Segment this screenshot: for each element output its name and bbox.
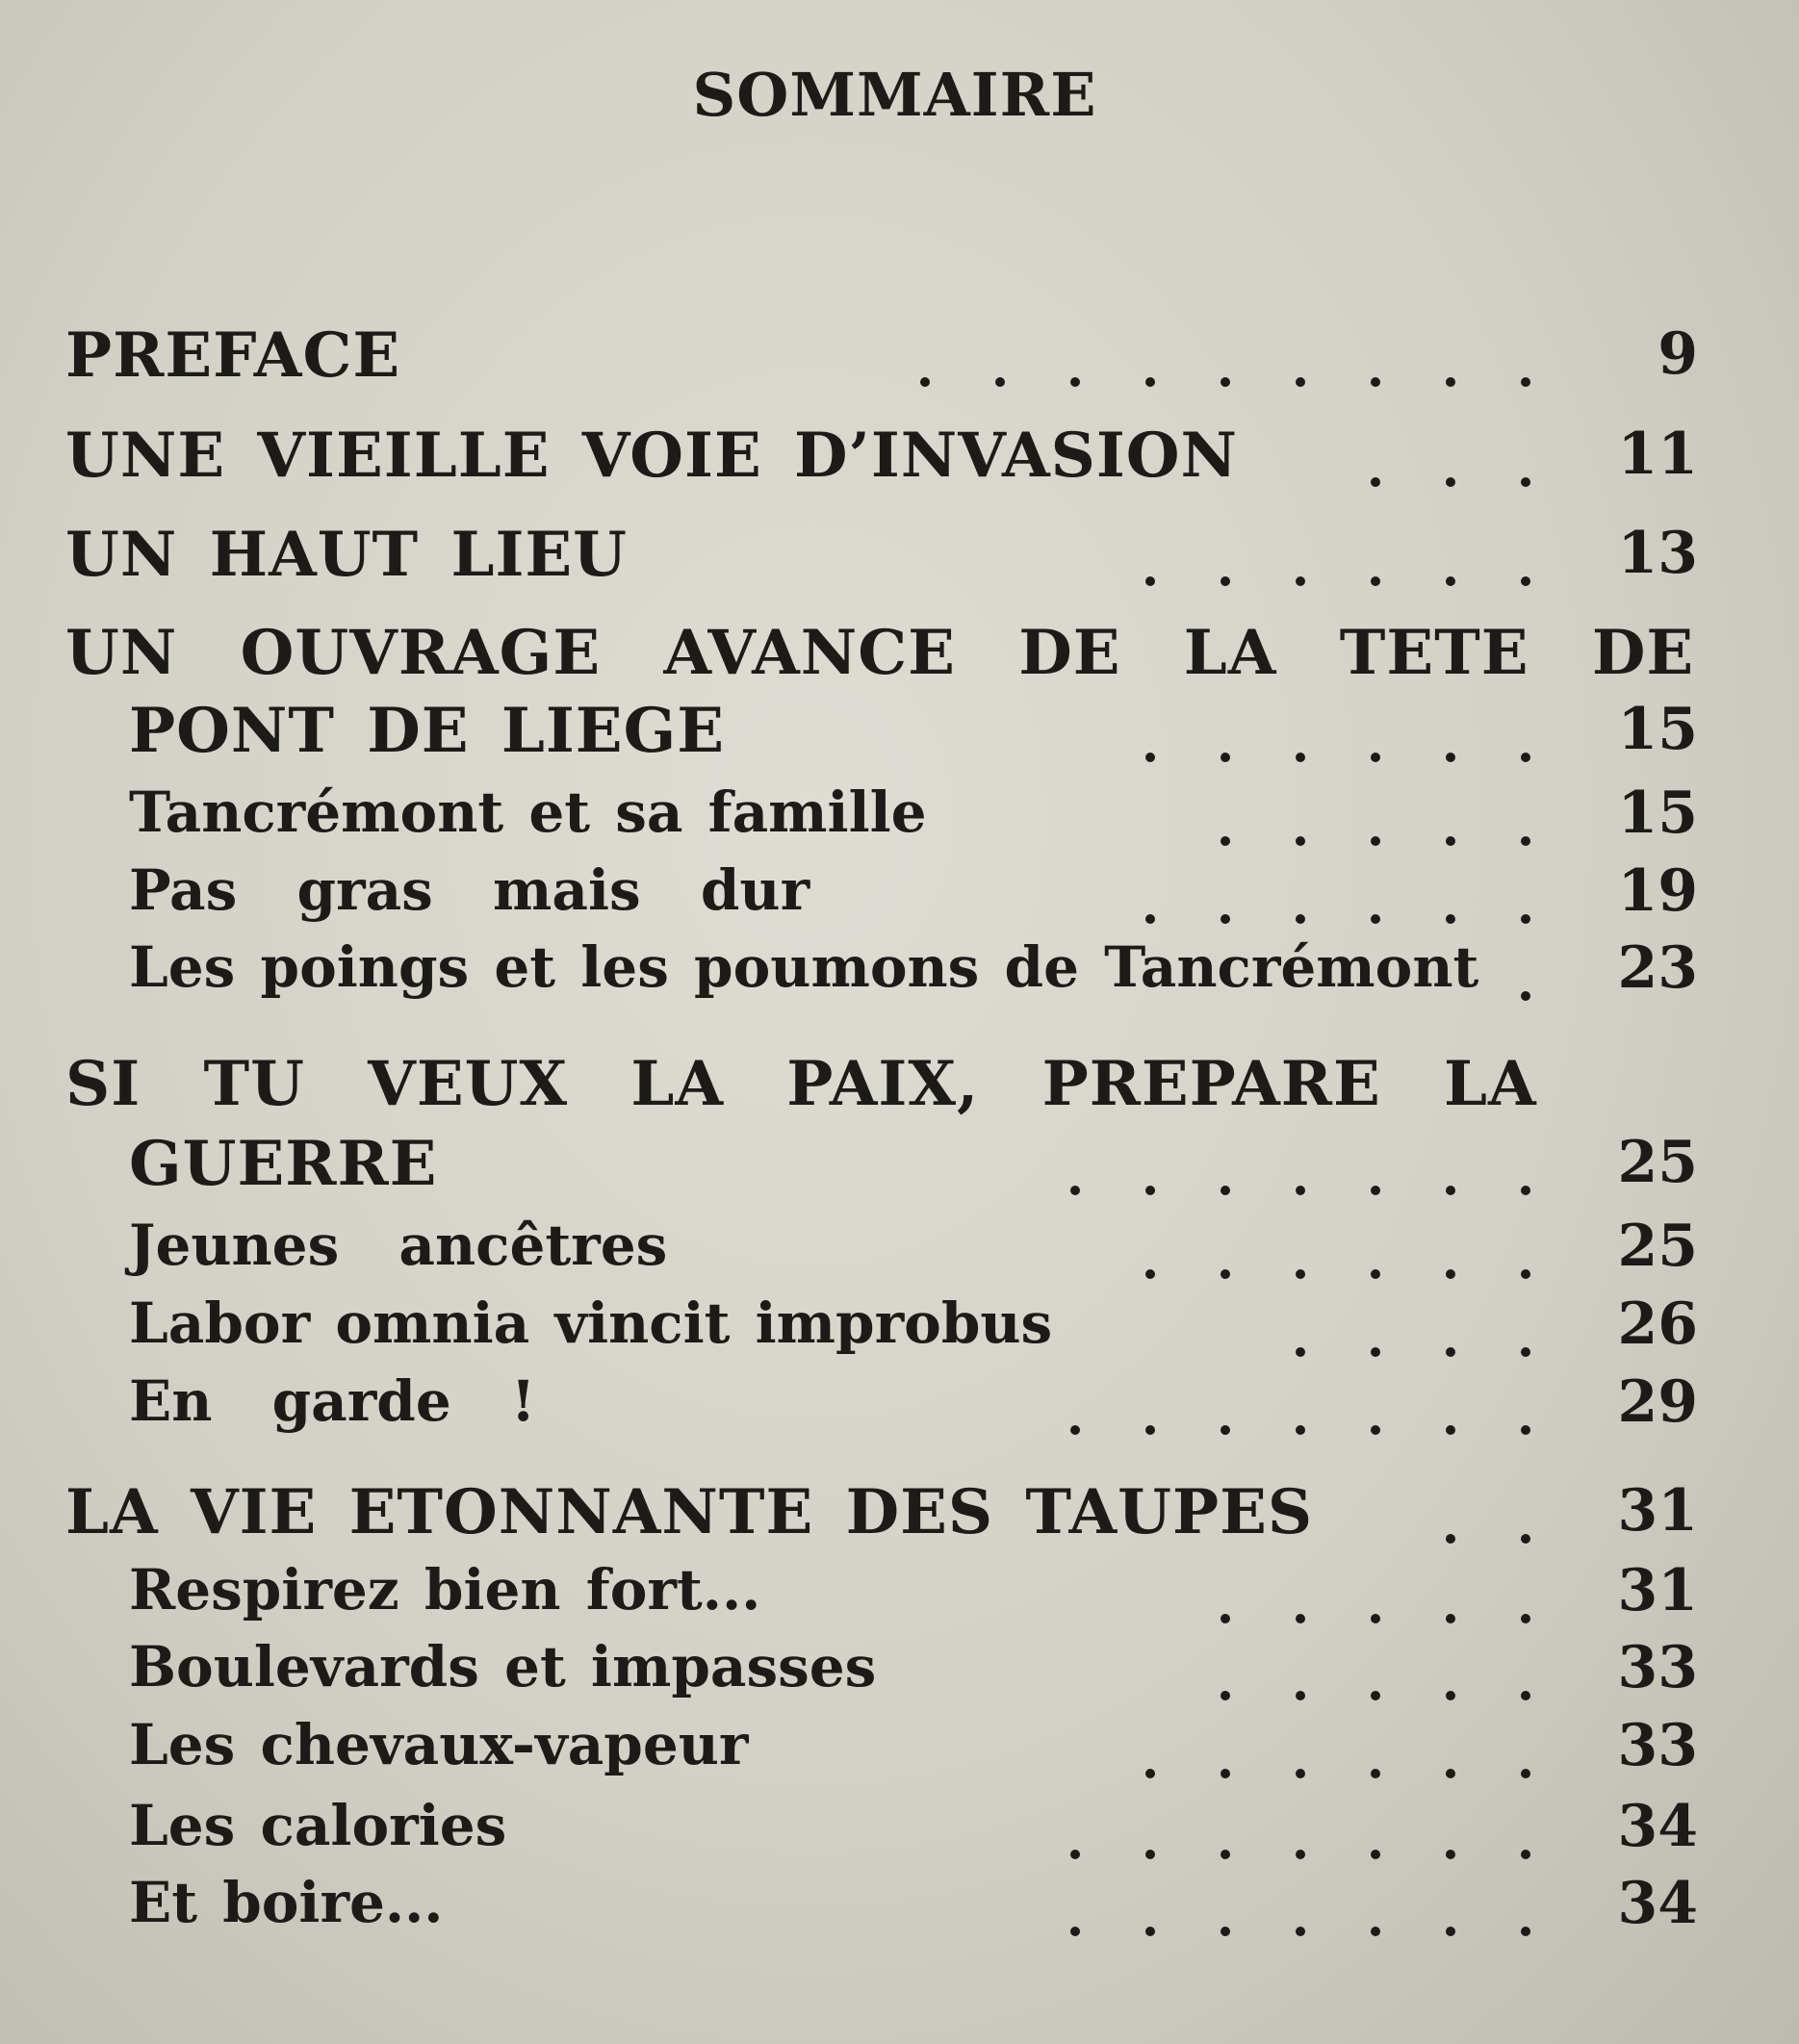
toc-page-number: 19: [1617, 857, 1698, 925]
toc-chapter-title: UNE VIEILLE VOIE D’INVASION: [65, 420, 1238, 492]
leader-dot: [1145, 1269, 1155, 1279]
leader-dot: [1145, 377, 1155, 387]
toc-entry: [0, 420, 1799, 502]
toc-subentry-title: Jeunes ancêtres: [129, 1213, 668, 1278]
toc-entry: [0, 695, 1799, 778]
toc-page-number: 33: [1617, 1712, 1698, 1779]
leader-dot: [1371, 1614, 1380, 1623]
leader-dot: [1145, 576, 1155, 586]
leader-dot: [1446, 1927, 1455, 1936]
leader-dot: [1521, 1850, 1530, 1859]
leader-dot: [1221, 1269, 1230, 1279]
toc-entry: [0, 319, 1799, 402]
leader-dot: [1521, 477, 1530, 487]
leader-dot: [1221, 1614, 1230, 1623]
toc-subentry-title: Les chevaux-vapeur: [129, 1712, 749, 1777]
leader-dot: [1221, 576, 1230, 586]
leader-dot: [1371, 1347, 1380, 1357]
leader-dot: [1521, 991, 1530, 1001]
leader-dot: [1371, 1769, 1380, 1778]
toc-subentry-title: En garde !: [129, 1368, 536, 1434]
leader-dot: [1371, 1927, 1380, 1936]
leader-dot: [1371, 1269, 1380, 1279]
leader-dot: [1371, 377, 1380, 387]
toc-page-number: 33: [1617, 1634, 1698, 1701]
leader-dot: [1446, 1534, 1455, 1544]
leader-dot: [1221, 377, 1230, 387]
leader-dot: [1296, 753, 1305, 762]
leader-dot: [1221, 836, 1230, 846]
leader-dot: [1446, 1425, 1455, 1435]
leader-dot: [1521, 1534, 1530, 1544]
toc-subentry-title: Respirez bien fort...: [129, 1557, 761, 1622]
toc-entry: [0, 1048, 1799, 1131]
leader-dot: [1446, 576, 1455, 586]
leader-dot: [1296, 1347, 1305, 1357]
leader-dot: [1221, 1927, 1230, 1936]
leader-dot: [1446, 753, 1455, 762]
leader-dot: [1371, 914, 1380, 924]
toc-chapter-title: GUERRE: [129, 1128, 438, 1200]
leader-dot: [1070, 377, 1080, 387]
toc-page-number: 31: [1617, 1557, 1698, 1624]
leader-dot: [1446, 1347, 1455, 1357]
leader-dot: [1221, 1691, 1230, 1700]
leader-dot: [1371, 1850, 1380, 1859]
leader-dot: [1296, 1927, 1305, 1936]
toc-page-number: 25: [1617, 1213, 1698, 1280]
leader-dot: [1521, 753, 1530, 762]
leader-dot: [1446, 1614, 1455, 1623]
leader-dot: [1446, 477, 1455, 487]
leader-dot: [1296, 1769, 1305, 1778]
toc-subentry-title: Labor omnia vincit improbus: [129, 1290, 1053, 1356]
toc-entry: [0, 519, 1799, 601]
toc-chapter-title: UN OUVRAGE AVANCE DE LA TETE DE: [65, 617, 1695, 689]
toc-subentry-title: Les poings et les poumons de Tancrémont: [129, 934, 1479, 1000]
toc-page-number: 11: [1617, 421, 1698, 488]
leader-dot: [1371, 1425, 1380, 1435]
leader-dot: [1296, 1269, 1305, 1279]
leader-dot: [1070, 1927, 1080, 1936]
toc-entry: [0, 934, 1799, 1016]
toc-chapter-title: UN HAUT LIEU: [65, 519, 628, 591]
leader-dot: [1521, 1186, 1530, 1195]
leader-dot: [1221, 753, 1230, 762]
toc-chapter-title: PREFACE: [65, 319, 401, 392]
leader-dot: [1145, 753, 1155, 762]
leader-dot: [920, 377, 930, 387]
toc-page-number: 9: [1658, 320, 1698, 388]
leader-dot: [1371, 753, 1380, 762]
toc-page-number: 15: [1617, 779, 1698, 847]
toc-entry: [0, 1634, 1799, 1716]
toc-subentry-title: Tancrémont et sa famille: [129, 779, 927, 845]
leader-dot: [1521, 1614, 1530, 1623]
toc-entry: [0, 1793, 1799, 1875]
toc-entry: [0, 1290, 1799, 1372]
leader-dot: [1521, 1425, 1530, 1435]
toc-entry: [0, 1557, 1799, 1639]
leader-dot: [1521, 1347, 1530, 1357]
leader-dot: [1446, 1691, 1455, 1700]
leader-dot: [1446, 914, 1455, 924]
leader-dot: [1296, 377, 1305, 387]
toc-page-number: 23: [1617, 934, 1698, 1002]
leader-dot: [1446, 1850, 1455, 1859]
leader-dot: [995, 377, 1005, 387]
leader-dot: [1296, 1425, 1305, 1435]
leader-dot: [1221, 1425, 1230, 1435]
leader-dot: [1221, 1850, 1230, 1859]
leader-dot: [1371, 1691, 1380, 1700]
toc-entry: [0, 779, 1799, 861]
leader-dot: [1070, 1425, 1080, 1435]
leader-dot: [1446, 1186, 1455, 1195]
leader-dot: [1145, 1425, 1155, 1435]
leader-dot: [1446, 1269, 1455, 1279]
leader-dot: [1296, 836, 1305, 846]
leader-dot: [1296, 914, 1305, 924]
toc-entry: [0, 1213, 1799, 1294]
toc-entry: [0, 1128, 1799, 1211]
leader-dot: [1371, 836, 1380, 846]
leader-dot: [1145, 1186, 1155, 1195]
toc-page-number: 34: [1617, 1793, 1698, 1860]
toc-page-number: 31: [1617, 1477, 1698, 1545]
leader-dot: [1145, 914, 1155, 924]
leader-dot: [1521, 576, 1530, 586]
toc-chapter-title: LA VIE ETONNANTE DES TAUPES: [65, 1476, 1314, 1548]
leader-dot: [1521, 1269, 1530, 1279]
leader-dot: [1221, 914, 1230, 924]
leader-dot: [1521, 1691, 1530, 1700]
leader-dot: [1521, 836, 1530, 846]
leader-dot: [1296, 1186, 1305, 1195]
leader-dot: [1446, 836, 1455, 846]
toc-page-number: 34: [1617, 1870, 1698, 1937]
toc-entry: [0, 1870, 1799, 1952]
toc-subentry-title: Les calories: [129, 1793, 507, 1858]
leader-dot: [1371, 477, 1380, 487]
leader-dot: [1221, 1186, 1230, 1195]
leader-dot: [1145, 1850, 1155, 1859]
toc-page-number: 25: [1617, 1129, 1698, 1196]
toc-page-number: 29: [1617, 1368, 1698, 1436]
leader-dot: [1070, 1186, 1080, 1195]
toc-entry: [0, 1476, 1799, 1559]
toc-subentry-title: Boulevards et impasses: [129, 1634, 877, 1699]
toc-page-number: 15: [1617, 696, 1698, 763]
leader-dot: [1070, 1850, 1080, 1859]
leader-dot: [1296, 1691, 1305, 1700]
leader-dot: [1296, 1850, 1305, 1859]
leader-dot: [1221, 1769, 1230, 1778]
leader-dot: [1446, 1769, 1455, 1778]
leader-dot: [1521, 1769, 1530, 1778]
toc-chapter-title: SI TU VEUX LA PAIX, PREPARE LA: [65, 1048, 1537, 1120]
leader-dot: [1371, 1186, 1380, 1195]
toc-entry: [0, 857, 1799, 939]
leader-dot: [1521, 1927, 1530, 1936]
leader-dot: [1521, 377, 1530, 387]
toc-entry: [0, 1368, 1799, 1450]
leader-dot: [1145, 1927, 1155, 1936]
leader-dot: [1145, 1769, 1155, 1778]
toc-page-number: 13: [1617, 520, 1698, 587]
toc-entry: [0, 617, 1799, 700]
toc-page-number: 26: [1617, 1290, 1698, 1358]
toc-chapter-title: PONT DE LIEGE: [129, 695, 725, 767]
toc-subentry-title: Pas gras mais dur: [129, 857, 810, 923]
leader-dot: [1371, 576, 1380, 586]
page-title: SOMMAIRE: [692, 60, 1097, 130]
leader-dot: [1446, 377, 1455, 387]
leader-dot: [1296, 1614, 1305, 1623]
toc-entry: [0, 1712, 1799, 1794]
toc-subentry-title: Et boire...: [129, 1870, 444, 1935]
leader-dot: [1296, 576, 1305, 586]
leader-dot: [1521, 914, 1530, 924]
